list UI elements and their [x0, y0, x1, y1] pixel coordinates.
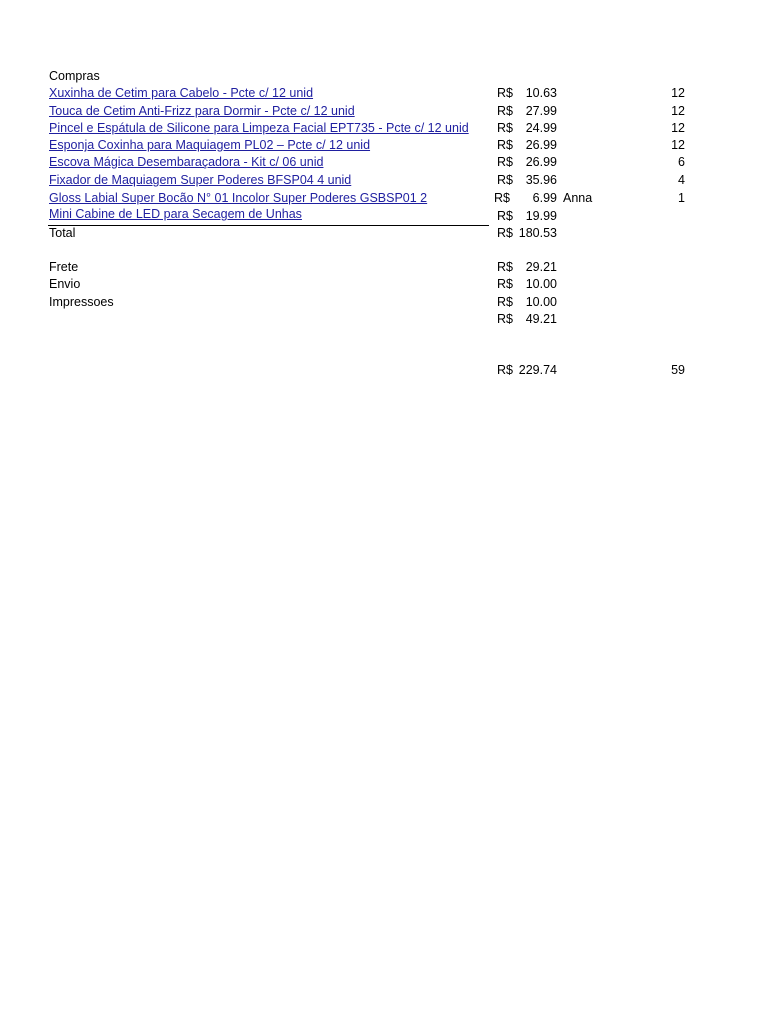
- currency-symbol: R$: [497, 121, 513, 135]
- item-amount: 27.99: [525, 104, 557, 118]
- item-buyer: Anna: [563, 191, 593, 205]
- currency-symbol: R$: [497, 86, 513, 100]
- item-amount: 35.96: [525, 173, 557, 187]
- item-amount: 24.99: [525, 121, 557, 135]
- item-amount: 6.99: [532, 191, 557, 205]
- cost-amount: 10.00: [525, 277, 557, 291]
- total-amount: 180.53: [518, 226, 557, 240]
- total-label: Total: [49, 226, 76, 240]
- cost-amount: 10.00: [525, 295, 557, 309]
- currency-symbol: R$: [497, 260, 513, 274]
- item-link[interactable]: Pincel e Espátula de Silicone para Limpeza Facial EPT735 - Pcte c/ 12 unid: [49, 121, 469, 135]
- currency-symbol: R$: [497, 312, 513, 326]
- total-divider: [48, 225, 489, 226]
- currency-symbol: R$: [497, 173, 513, 187]
- item-link[interactable]: Gloss Labial Super Bocão N° 01 Incolor Super Poderes GSBSP01 2: [49, 191, 428, 205]
- currency-symbol: R$: [497, 277, 513, 291]
- item-link[interactable]: Esponja Coxinha para Maquiagem PL02 – Pcte c/ 12 unid: [49, 138, 371, 152]
- currency-symbol: R$: [497, 155, 513, 169]
- cost-label: Impressoes: [49, 295, 114, 309]
- item-qty: 4: [678, 173, 685, 187]
- cost-label: Frete: [49, 260, 79, 274]
- cost-amount: 29.21: [525, 260, 557, 274]
- currency-symbol: R$: [497, 226, 513, 240]
- item-link[interactable]: Escova Mágica Desembaraçadora - Kit c/ 06 unid: [49, 155, 324, 169]
- item-amount: 19.99: [525, 209, 557, 223]
- currency-symbol: R$: [497, 209, 513, 223]
- item-amount: 26.99: [525, 138, 557, 152]
- item-link[interactable]: Xuxinha de Cetim para Cabelo - Pcte c/ 12 unid: [49, 86, 314, 100]
- item-qty: 6: [678, 155, 685, 169]
- item-link[interactable]: Mini Cabine de LED para Secagem de Unhas: [49, 207, 302, 221]
- section-header: Compras: [49, 69, 100, 83]
- item-qty: 12: [671, 121, 685, 135]
- grand-total-amount: 229.74: [518, 363, 557, 377]
- item-qty: 12: [671, 104, 685, 118]
- item-qty: 1: [678, 191, 685, 205]
- currency-symbol: R$: [494, 191, 510, 205]
- item-amount: 10.63: [525, 86, 557, 100]
- item-amount: 26.99: [525, 155, 557, 169]
- grand-total-qty: 59: [671, 363, 685, 377]
- currency-symbol: R$: [497, 104, 513, 118]
- cost-label: Envio: [49, 277, 81, 291]
- currency-symbol: R$: [497, 363, 513, 377]
- item-qty: 12: [671, 86, 685, 100]
- currency-symbol: R$: [497, 295, 513, 309]
- cost-subtotal-amount: 49.21: [525, 312, 557, 326]
- item-qty: 12: [671, 138, 685, 152]
- item-link[interactable]: Fixador de Maquiagem Super Poderes BFSP04 4 unid: [49, 173, 352, 187]
- currency-symbol: R$: [497, 138, 513, 152]
- item-link[interactable]: Touca de Cetim Anti-Frizz para Dormir - Pcte c/ 12 unid: [49, 104, 355, 118]
